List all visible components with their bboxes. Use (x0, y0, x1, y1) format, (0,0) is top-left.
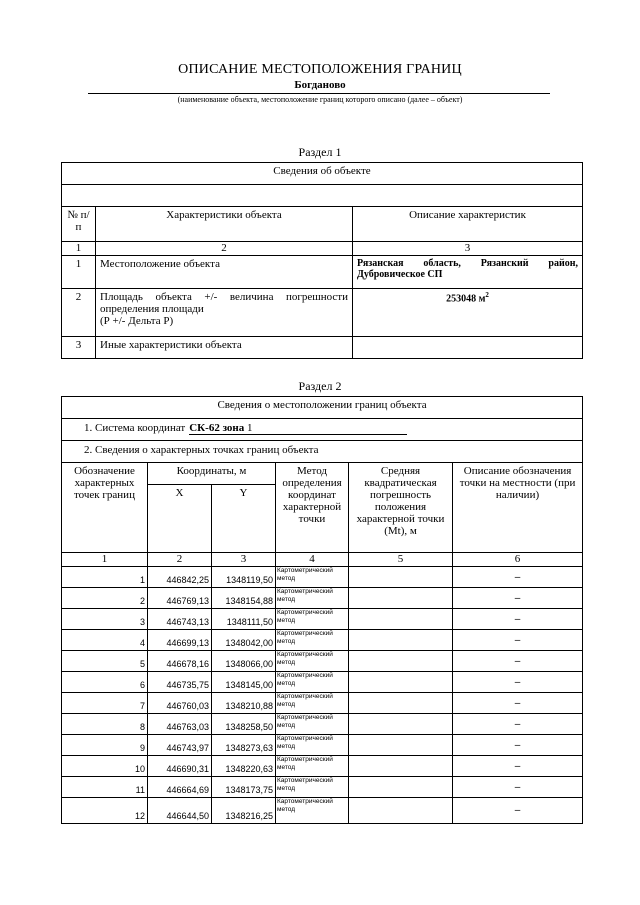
point-number: 8 (62, 714, 148, 735)
point-x: 446699,13 (148, 630, 212, 651)
col-number: 2 (148, 553, 212, 567)
point-x: 446644,50 (148, 798, 212, 824)
point-error (349, 693, 453, 714)
table-row (62, 735, 583, 756)
point-method: Картометрический метод (276, 798, 349, 824)
header-description: Описание характеристик (353, 207, 583, 242)
point-method: Картометрический метод (276, 672, 349, 693)
object-name-caption: (наименование объекта, местоположение границ которого описано (далее – объект) (177, 95, 463, 104)
table-row (62, 672, 583, 693)
header-point-description: Описание обозначения точки на местности (при наличии) (453, 463, 583, 553)
points-section-title: 2. Сведения о характерных точках границ объекта (62, 441, 583, 463)
table-row (62, 289, 583, 337)
point-method: Картометрический метод (276, 567, 349, 588)
point-number: 11 (62, 777, 148, 798)
area-line: Площадь объекта +/- величина погрешности определения площади (100, 291, 348, 315)
point-method: Картометрический метод (276, 609, 349, 630)
boundary-points-table (61, 396, 583, 824)
point-error (349, 798, 453, 824)
point-x: 446842,25 (148, 567, 212, 588)
point-error (349, 651, 453, 672)
row-num: 2 (62, 289, 96, 337)
point-error (349, 588, 453, 609)
point-description: – (453, 714, 583, 735)
point-y: 1348258,50 (212, 714, 276, 735)
blank-row (62, 185, 583, 207)
point-number: 5 (62, 651, 148, 672)
point-y: 1348119,50 (212, 567, 276, 588)
table-row (62, 609, 583, 630)
header-coordinates: Координаты, м (148, 463, 276, 485)
area-formula: (Р +/- Дельта Р) (100, 315, 174, 327)
coordinate-system-value (189, 422, 407, 435)
point-y: 1348220,63 (212, 756, 276, 777)
point-error (349, 672, 453, 693)
table-row (62, 714, 583, 735)
point-method: Картометрический метод (276, 777, 349, 798)
col-number: 3 (212, 553, 276, 567)
header-method: Метод определения координат характерной точки (276, 463, 349, 553)
table-row (62, 567, 583, 588)
point-x: 446763,03 (148, 714, 212, 735)
point-error (349, 714, 453, 735)
point-error (349, 735, 453, 756)
col-number: 1 (62, 553, 148, 567)
header-num: № п/п (62, 207, 96, 242)
point-x: 446769,13 (148, 588, 212, 609)
point-number: 3 (62, 609, 148, 630)
row-description (353, 289, 583, 337)
document-title: ОПИСАНИЕ МЕСТОПОЛОЖЕНИЯ ГРАНИЦ (178, 62, 462, 77)
point-number: 9 (62, 735, 148, 756)
point-error (349, 609, 453, 630)
point-y: 1348111,50 (212, 609, 276, 630)
row-characteristic (96, 289, 353, 337)
point-x: 446743,97 (148, 735, 212, 756)
point-method: Картометрический метод (276, 651, 349, 672)
object-name: Богданово (294, 79, 346, 91)
point-method: Картометрический метод (276, 588, 349, 609)
table-row (62, 693, 583, 714)
point-number: 7 (62, 693, 148, 714)
point-method: Картометрический метод (276, 714, 349, 735)
col-number: 1 (62, 242, 96, 256)
row-characteristic: Местоположение объекта (96, 256, 353, 289)
point-description: – (453, 693, 583, 714)
table-row (62, 651, 583, 672)
row-description: Рязанская область, Рязанский район, Дубровическое СП (353, 256, 583, 289)
area-value: 253048 м (446, 293, 486, 305)
point-description: – (453, 777, 583, 798)
row-description (353, 337, 583, 359)
point-error (349, 630, 453, 651)
point-x: 446760,03 (148, 693, 212, 714)
point-description: – (453, 609, 583, 630)
point-description: – (453, 588, 583, 609)
coordinate-system-zone: 1 (244, 422, 253, 434)
point-description: – (453, 735, 583, 756)
table-row (62, 588, 583, 609)
point-method: Картометрический метод (276, 630, 349, 651)
area-unit-exponent: 2 (485, 291, 489, 299)
object-info-table (61, 162, 583, 359)
row-num: 3 (62, 337, 96, 359)
point-description: – (453, 567, 583, 588)
header-characteristic: Характеристики объекта (96, 207, 353, 242)
point-y: 1348042,00 (212, 630, 276, 651)
point-number: 1 (62, 567, 148, 588)
point-number: 12 (62, 798, 148, 824)
point-error (349, 777, 453, 798)
point-y: 1348273,63 (212, 735, 276, 756)
point-number: 4 (62, 630, 148, 651)
object-info-table-title: Сведения об объекте (62, 163, 583, 185)
point-description: – (453, 651, 583, 672)
point-y: 1348066,00 (212, 651, 276, 672)
points-table-title: Сведения о местоположении границ объекта (62, 397, 583, 419)
point-number: 6 (62, 672, 148, 693)
point-y: 1348145,00 (212, 672, 276, 693)
table-row (62, 777, 583, 798)
coordinate-system-row (62, 419, 583, 441)
coordinate-system-label: 1. Система координат (84, 422, 186, 434)
section2-heading: Раздел 2 (298, 379, 342, 393)
point-description: – (453, 798, 583, 824)
point-x: 446735,75 (148, 672, 212, 693)
point-error (349, 756, 453, 777)
point-description: – (453, 630, 583, 651)
coordinate-system-name: СК-62 зона (189, 422, 245, 434)
row-characteristic: Иные характеристики объекта (96, 337, 353, 359)
point-method: Картометрический метод (276, 756, 349, 777)
table-row (62, 256, 583, 289)
point-x: 446664,69 (148, 777, 212, 798)
point-error (349, 567, 453, 588)
point-y: 1348216,25 (212, 798, 276, 824)
point-x: 446743,13 (148, 609, 212, 630)
row-num: 1 (62, 256, 96, 289)
header-x: X (148, 485, 212, 553)
col-number: 5 (349, 553, 453, 567)
col-number: 4 (276, 553, 349, 567)
point-x: 446690,31 (148, 756, 212, 777)
table-row (62, 337, 583, 359)
point-number: 2 (62, 588, 148, 609)
point-description: – (453, 756, 583, 777)
point-y: 1348154,88 (212, 588, 276, 609)
table-row (62, 630, 583, 651)
point-method: Картометрический метод (276, 735, 349, 756)
header-point: Обозначение характерных точек границ (62, 463, 148, 553)
point-y: 1348210,88 (212, 693, 276, 714)
header-error: Средняя квадратическая погрешность положения характерной точки (Mt), м (349, 463, 453, 553)
col-number: 2 (96, 242, 353, 256)
point-x: 446678,16 (148, 651, 212, 672)
table-row (62, 798, 583, 824)
header-y: Y (212, 485, 276, 553)
object-name-underline (88, 93, 550, 94)
table-row (62, 756, 583, 777)
point-number: 10 (62, 756, 148, 777)
col-number: 6 (453, 553, 583, 567)
section1-heading: Раздел 1 (298, 145, 342, 159)
col-number: 3 (353, 242, 583, 256)
point-method: Картометрический метод (276, 693, 349, 714)
point-y: 1348173,75 (212, 777, 276, 798)
point-description: – (453, 672, 583, 693)
